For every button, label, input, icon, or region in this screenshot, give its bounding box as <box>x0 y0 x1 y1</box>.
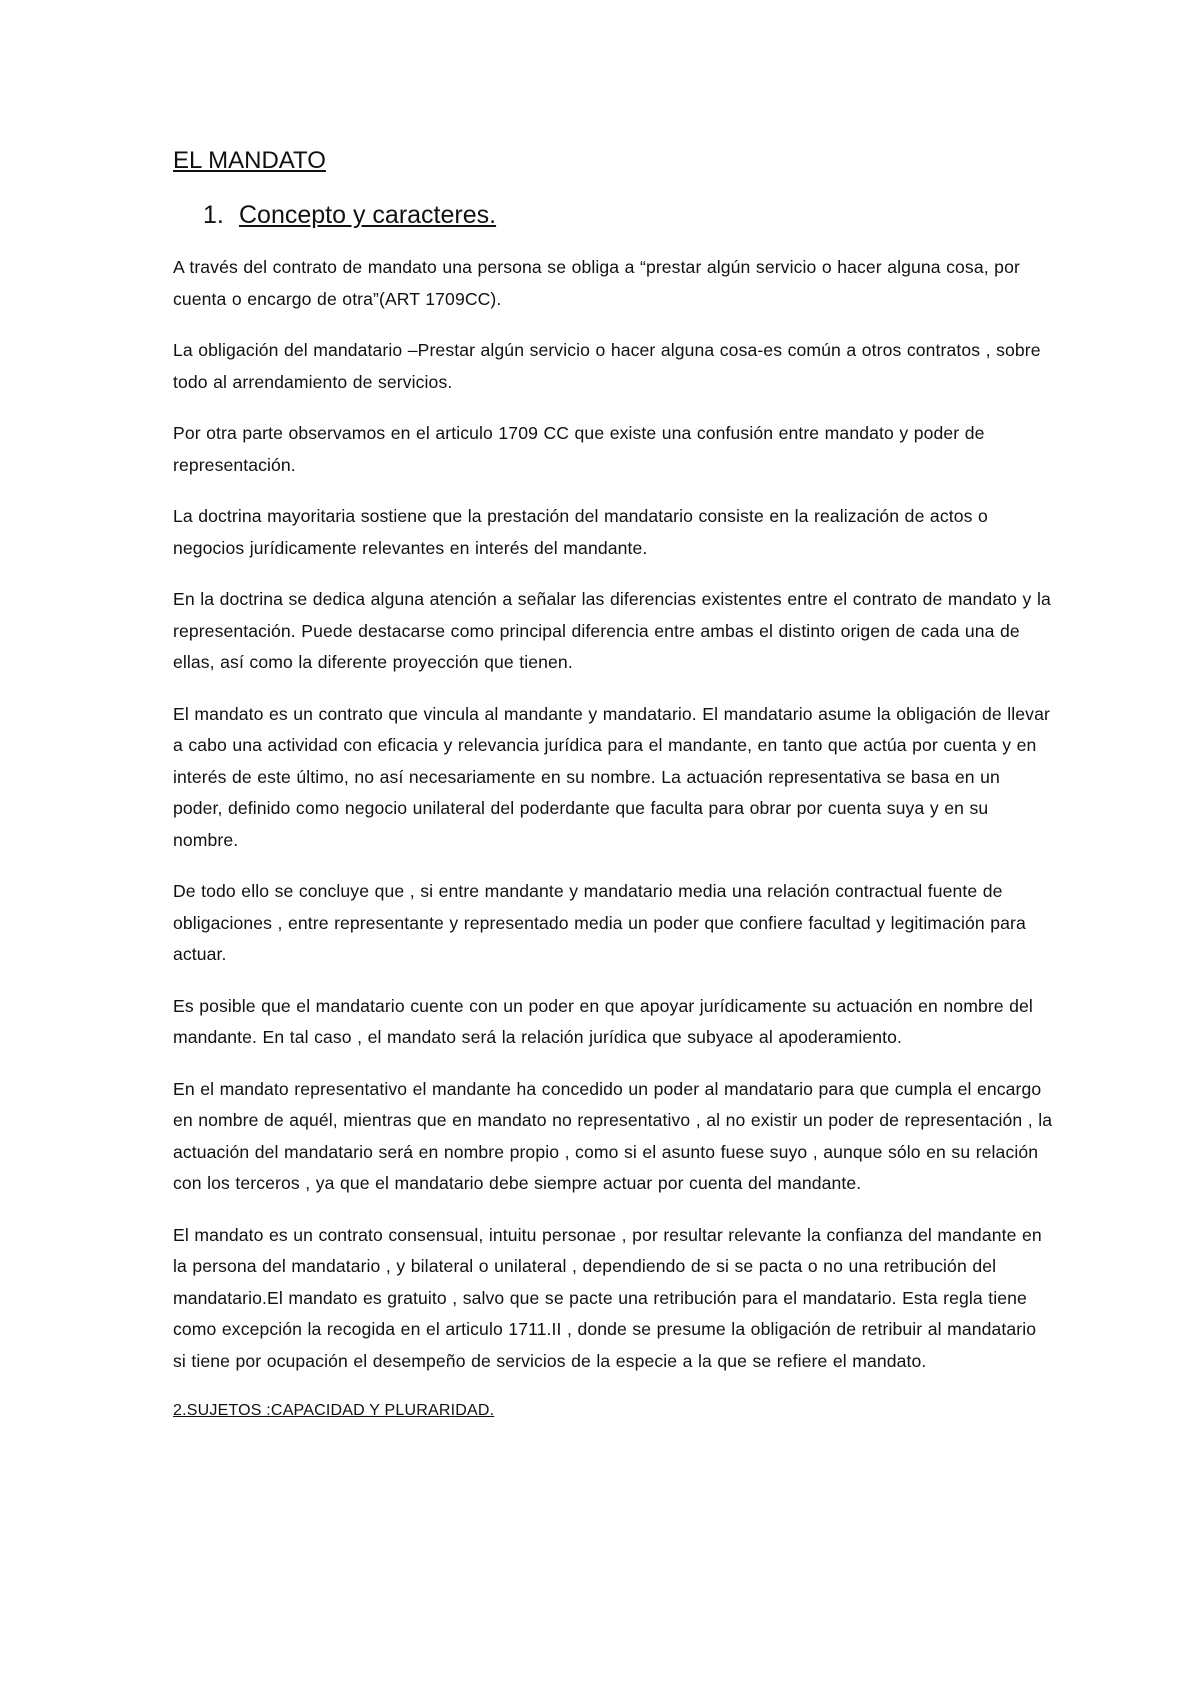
document-title: EL MANDATO <box>173 147 326 174</box>
paragraph: En la doctrina se dedica alguna atención a señalar las diferencias existentes entre el contrato de mandato y la representación. Puede destacarse como principal diferencia entre ambas el distinto origen de cada una de ellas, así como la diferente proyección que tienen. <box>173 589 1051 672</box>
section-heading-sujetos: 2.SUJETOS :CAPACIDAD Y PLURARIDAD. <box>173 1402 495 1419</box>
paragraph: La obligación del mandatario –Prestar algún servicio o hacer alguna cosa-es común a otros contratos , sobre todo al arrendamiento de servicios. <box>173 340 1041 392</box>
paragraph: Es posible que el mandatario cuente con un poder en que apoyar jurídicamente su actuación en nombre del mandante. En tal caso , el mandato será la relación jurídica que subyace al apoderamiento. <box>173 995 1033 1047</box>
section-title: Concepto y caracteres. <box>239 201 497 229</box>
paragraph: El mandato es un contrato que vincula al mandante y mandatario. El mandatario asume la obligación de llevar a cabo una actividad con eficacia y relevancia jurídica para el mandante, en tanto que actúa por cuenta y en interés de este último, no así necesariamente en su nombre. La actuación representativa se basa en un poder, definido como negocio unilateral del poderdante que faculta para obrar por cuenta suya y en su nombre. <box>173 703 1050 850</box>
paragraph: La doctrina mayoritaria sostiene que la prestación del mandatario consiste en la realización de actos o negocios jurídicamente relevantes en interés del mandante. <box>173 506 988 558</box>
paragraph: En el mandato representativo el mandante ha concedido un poder al mandatario para que cumpla el encargo en nombre de aquél, mientras que en mandato no representativo , al no existir un poder de representación , la actuación del mandatario será en nombre propio , como si el asunto fuese suyo , aunque sólo en su relación con los terceros , ya que el mandatario debe siempre actuar por cuenta del mandante. <box>173 1078 1053 1193</box>
paragraph: A través del contrato de mandato una persona se obliga a “prestar algún servicio o hacer alguna cosa, por cuenta o encargo de otra”(ART 1709CC). <box>173 257 1020 309</box>
section-number: 1. <box>203 201 224 229</box>
document-body <box>173 146 1053 1425</box>
paragraph: De todo ello se concluye que , si entre mandante y mandatario media una relación contractual fuente de obligaciones , entre representante y representado media un poder que confiere facultad y legitimación para actuar. <box>173 881 1026 964</box>
section-heading-concepto <box>203 198 1053 232</box>
paragraph: El mandato es un contrato consensual, intuitu personae , por resultar relevante la confianza del mandante en la persona del mandatario , y bilateral o unilateral , dependiendo de si se pacta o no una retribución del mandatario.El mandato es gratuito , salvo que se pacte una retribución para el mandatario. Esta regla tiene como excepción la recogida en el articulo 1711.II , donde se presume la obligación de retribuir al mandatario si tiene por ocupación el desempeño de servicios de la especie a la que se refiere el mandato. <box>173 1224 1042 1371</box>
paragraph: Por otra parte observamos en el articulo 1709 CC que existe una confusión entre mandato y poder de representación. <box>173 423 985 475</box>
